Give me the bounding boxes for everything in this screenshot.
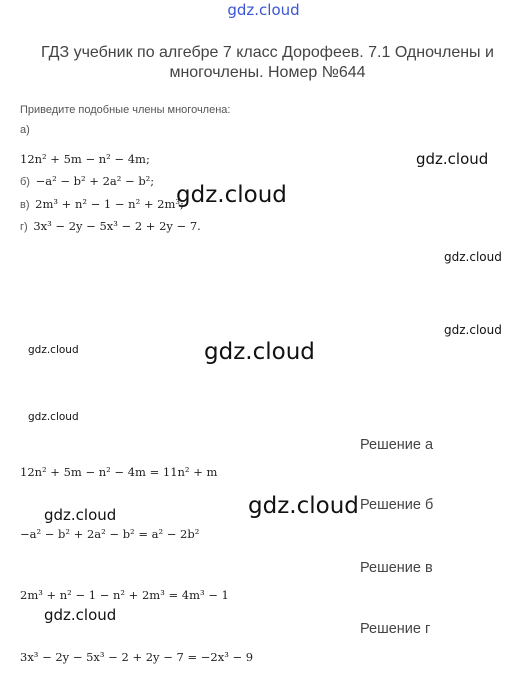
site-brand[interactable]: gdz.cloud [227, 1, 300, 19]
watermark: gdz.cloud [444, 323, 502, 337]
task-label-a: а) [20, 124, 30, 136]
task-label-b: б) [20, 176, 30, 188]
watermark: gdz.cloud [248, 493, 359, 519]
task-expression-b: −a² − b² + 2a² − b²; [35, 174, 155, 188]
watermark: gdz.cloud [44, 506, 117, 524]
solution-b-heading: Решение б [360, 497, 434, 513]
page-title: ГДЗ учебник по алгебре 7 класс Дорофеев. 7.1 Одночлены и многочлены. Номер №644 [41, 44, 494, 81]
watermark: gdz.cloud [44, 606, 117, 624]
watermark: gdz.cloud [176, 182, 287, 208]
solution-g-heading: Решение г [360, 621, 431, 637]
solution-a-heading: Решение а [360, 437, 434, 453]
solution-v-heading: Решение в [360, 560, 433, 576]
solution-b-formula: −a² − b² + 2a² − b² = a² − 2b² [20, 527, 200, 541]
solution-v-formula: 2m³ + n² − 1 − n² + 2m³ = 4m³ − 1 [20, 588, 229, 602]
task-expression-a: 12n² + 5m − n² − 4m; [20, 152, 150, 166]
watermark: gdz.cloud [444, 250, 502, 264]
task-label-v: в) [20, 199, 30, 211]
watermark: gdz.cloud [28, 411, 79, 423]
task-label-g: г) [20, 221, 28, 233]
watermark: gdz.cloud [416, 150, 489, 168]
watermark: gdz.cloud [28, 344, 79, 356]
task-expression-g: 3x³ − 2y − 5x³ − 2 + 2y − 7. [33, 219, 201, 233]
solution-g-formula: 3x³ − 2y − 5x³ − 2 + 2y − 7 = −2x³ − 9 [20, 650, 254, 664]
solution-a-formula: 12n² + 5m − n² − 4m = 11n² + m [20, 465, 218, 479]
task-instruction: Приведите подобные члены многочлена: [20, 104, 231, 116]
task-item-v [20, 197, 184, 211]
task-item-g [20, 219, 201, 233]
task-expression-v: 2m³ + n² − 1 − n² + 2m³; [35, 197, 184, 211]
watermark: gdz.cloud [204, 339, 315, 365]
task-item-b [20, 174, 154, 188]
